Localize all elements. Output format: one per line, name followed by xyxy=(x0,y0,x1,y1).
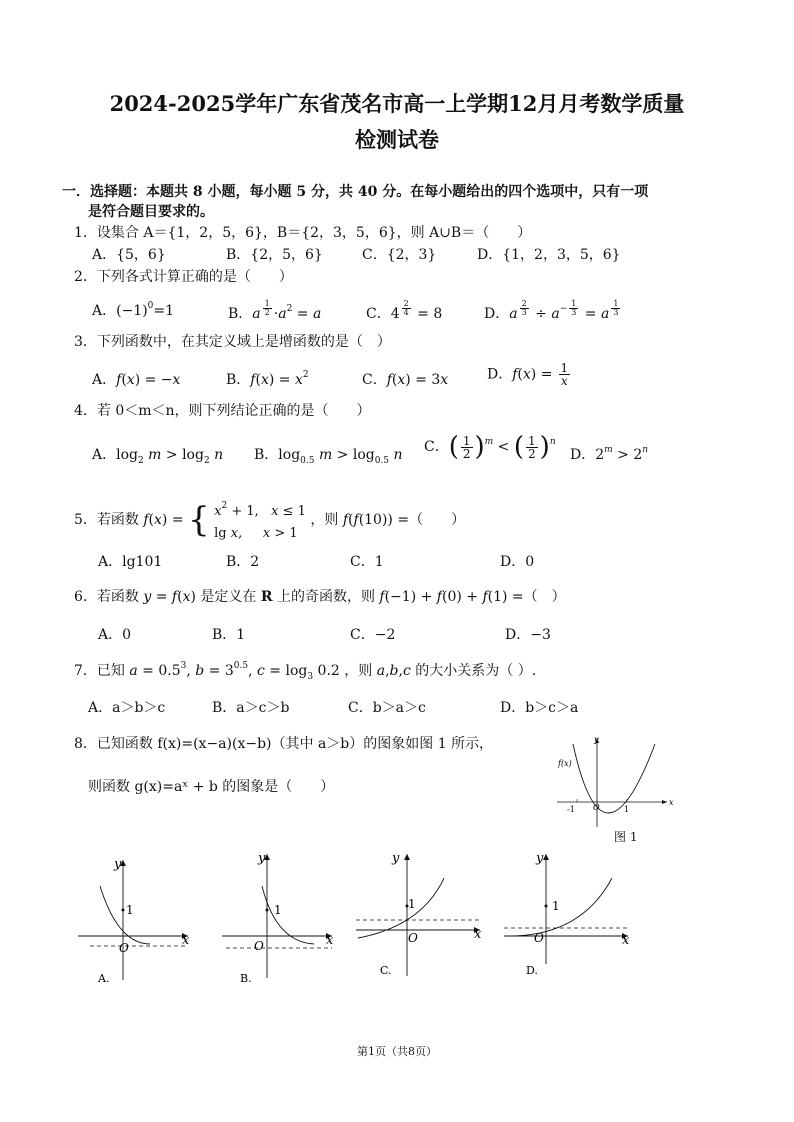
q5-option-c: C．1 xyxy=(350,554,384,570)
svg-text:x: x xyxy=(326,933,334,948)
q1-option-a: A．{5，6} xyxy=(92,247,166,263)
q5-option-a: A．lg101 xyxy=(98,554,163,570)
q7-option-a: A．a＞b＞c xyxy=(88,700,166,716)
q4-option-a: A．$\log_2 m > \log_2 n$ xyxy=(92,447,224,466)
q2-option-c: C．4 $^{\frac{2}{4}}$ = 8 xyxy=(366,299,443,322)
q4-option-d: D．$2^m > 2^n$ xyxy=(570,445,649,463)
section-heading: 一．选择题：本题共 8 小题，每小题 5 分，共 40 分。在每小题给出的四个选项中，只有一项 xyxy=(62,184,649,200)
svg-text:x: x xyxy=(474,927,482,942)
question-8-stem-line2: 则函数 g(x)=aˣ + b 的图象是（ ） xyxy=(88,779,335,795)
question-4-stem: 4．若 0＜m＜n，则下列结论正确的是（ ） xyxy=(74,403,371,419)
q8-option-a-graph xyxy=(70,852,200,987)
q1-option-b: B．{2，5，6} xyxy=(226,247,323,263)
q4-option-b: B．$\log_{0.5} m > \log_{0.5} n$ xyxy=(254,447,403,466)
q1-option-c: C．{2，3} xyxy=(362,247,437,263)
svg-text:1: 1 xyxy=(552,899,560,913)
q3-option-c: C．f(x) = 3x xyxy=(362,372,449,388)
question-2-stem: 2．下列各式计算正确的是（ ） xyxy=(74,269,293,285)
page-title: 2024-2025学年广东省茂名市高一上学期12月月考数学质量 xyxy=(109,91,685,116)
figure-1-caption: 图 1 xyxy=(614,830,638,844)
question-5-stem: 5．若函数 f(x) = { $x^2 + 1$, x ≤ 1 lg x, x > 1 ，则 f(f(10)) =（ ） xyxy=(74,500,466,541)
q8-option-b-graph xyxy=(214,846,344,986)
q2-option-a: A．$(-1)^0=1$ xyxy=(92,301,175,319)
svg-text:x: x xyxy=(669,798,674,807)
svg-text:f(x): f(x) xyxy=(558,759,572,768)
svg-text:x: x xyxy=(182,933,190,948)
svg-text:O: O xyxy=(254,939,264,953)
q2-option-b: B．a $^{\frac{1}{2}}$ $\cdot a^2 = a$ xyxy=(228,299,322,322)
page-footer: 第1页（共8页） xyxy=(357,1045,437,1058)
q7-option-c: C．b＞a＞c xyxy=(348,700,426,716)
section-heading-line2: 是符合题目要求的。 xyxy=(88,204,214,220)
page-title-line2: 检测试卷 xyxy=(355,127,439,152)
q8-option-b-label: B. xyxy=(240,972,252,985)
svg-text:1: 1 xyxy=(408,897,416,911)
svg-text:y: y xyxy=(594,735,599,744)
q8-option-d-label: D. xyxy=(526,964,538,977)
svg-text:O: O xyxy=(534,931,544,945)
q3-option-a: A．f(x) = −x xyxy=(92,372,181,388)
question-7-stem: 7．已知 $a = 0.5^3$, $b = 3^{0.5}$, $c = \log_3 0.2$ ，则 a,b,c 的大小关系为（ ）. xyxy=(74,661,537,682)
svg-text:1: 1 xyxy=(624,805,630,814)
svg-text:y: y xyxy=(258,851,266,866)
svg-text:y: y xyxy=(392,851,400,866)
q7-option-b: B．a＞c＞b xyxy=(212,700,290,716)
question-6-stem: 6．若函数 y = f(x) 是定义在 R 上的奇函数，则 f(−1) + f(0) + f(1) =（ ） xyxy=(74,589,566,605)
q6-option-d: D．−3 xyxy=(505,627,551,643)
q6-option-b: B．1 xyxy=(212,627,246,643)
figure-1-graph xyxy=(555,732,675,832)
q8-option-c-graph xyxy=(352,846,492,986)
q7-option-d: D．b＞c＞a xyxy=(500,700,579,716)
svg-text:-1: -1 xyxy=(567,805,575,814)
q5-option-d: D．0 xyxy=(500,554,535,570)
svg-text:y: y xyxy=(114,857,122,872)
q4-option-c: C．( $\frac{1}{2}$ )$^m$ < ( $\frac{1}{2}$ )$^n$ xyxy=(424,432,556,462)
q8-option-a-label: A. xyxy=(98,972,110,985)
svg-text:y: y xyxy=(536,851,544,866)
svg-text:O: O xyxy=(408,931,418,945)
svg-text:1: 1 xyxy=(126,903,134,917)
q3-option-d: D．f(x) = $\frac{1}{x}$ xyxy=(487,361,569,388)
svg-text:O: O xyxy=(119,941,129,955)
q2-option-d: D．a $^{\frac{2}{3}}$ ÷ $a^{- \frac{1}{3}}$ = a $^{\frac{1}{3}}$ xyxy=(484,299,619,322)
question-8-stem: 8．已知函数 f(x)=(x−a)(x−b)（其中 a＞b）的图象如图 1 所示， xyxy=(74,736,494,752)
question-1-stem: 1．设集合 A＝{1，2，5，6}，B＝{2，3，5，6}，则 A∪B＝（ ） xyxy=(74,225,532,241)
q8-option-d-graph xyxy=(500,846,640,981)
q8-option-c-label: C. xyxy=(380,964,392,977)
q6-option-a: A．0 xyxy=(98,627,132,643)
q6-option-c: C．−2 xyxy=(350,627,396,643)
svg-text:x: x xyxy=(622,933,630,948)
svg-text:1: 1 xyxy=(274,903,282,917)
q5-option-b: B．2 xyxy=(226,554,260,570)
svg-text:O: O xyxy=(593,803,600,812)
q1-option-d: D．{1，2，3，5，6} xyxy=(477,247,621,263)
q3-option-b: B．$f(x) = x^2$ xyxy=(226,370,309,388)
question-3-stem: 3．下列函数中，在其定义域上是增函数的是（ ） xyxy=(74,334,391,350)
